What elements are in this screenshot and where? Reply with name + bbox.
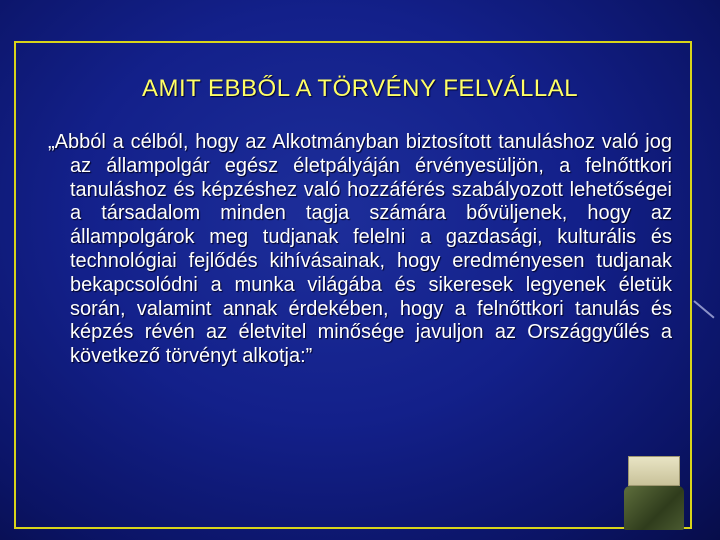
slide-body-text: „Abból a célból, hogy az Alkotmányban biztosított tanuláshoz való jog az állampolgár egész életpályáján érvényesüljön, a felnőttkori tanuláshoz és képzéshez való hozzáférés szabályozott lehetőségei a társadalom minden tagja számára bővüljenek, hogy az állampolgárok meg tudjanak felelni a gazdasági, kulturális és technológiai fejlődés kihívásainak, hogy eredményesen tudjanak bekapcsolódni a munka világába és sikeresek legyenek életük során, valamint annak érdekében, hogy a felnőttkori tanulás és képzés révén az életvitel minősége javuljon az Országgyűlés a következő törvényt alkotja:” [48,131,672,368]
slide-title: AMIT EBBŐL A TÖRVÉNY FELVÁLLAL [141,75,579,102]
decorative-line [693,300,714,318]
award-plaque [628,456,680,486]
award-statue-icon [620,448,684,536]
award-base [624,486,684,530]
